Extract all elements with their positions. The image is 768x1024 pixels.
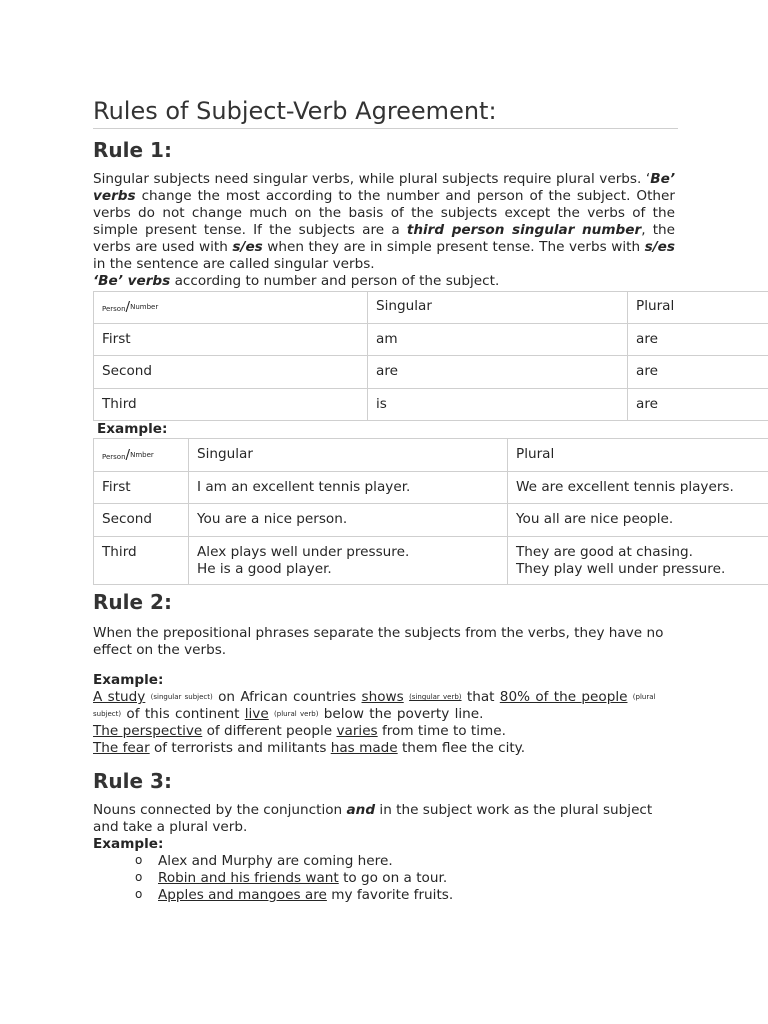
table-cell-person: Second (94, 356, 368, 389)
rule-2-paragraph: When the prepositional phrases separate the subjects from the verbs, they have no effect on the verbs. (93, 625, 664, 658)
example-header-person-number: Person/$^{Nmber}$ (94, 439, 189, 472)
table-row (94, 324, 768, 356)
rule-3-example-list (135, 853, 453, 904)
rule-2-example-3: The fear of terrorists and militants has made them flee the city. (93, 740, 526, 756)
table-header-plural: Plural (628, 292, 768, 324)
rule-2-heading: Rule 2: (93, 590, 172, 614)
list-item: o Apples and mangoes are my favorite fruits. (135, 887, 453, 904)
list-item: o Alex and Murphy are coming here. (135, 853, 453, 870)
table-row (94, 356, 768, 389)
example-header-singular: Singular (189, 439, 508, 472)
table-cell-person: First (94, 472, 189, 504)
rule-2-example-label: Example: (93, 672, 164, 688)
list-item: o Robin and his friends want to go on a tour. (135, 870, 453, 887)
rule-3-heading: Rule 3: (93, 769, 172, 793)
be-verbs-table (93, 291, 768, 421)
cell-line: They are good at chasing. (516, 544, 693, 560)
rule-2-example-2: The perspective of different people varies from time to time. (93, 723, 506, 739)
rule-1-heading: Rule 1: (93, 138, 172, 162)
be-verbs-line: ‘Be’ verbs according to number and person of the subject. (93, 273, 500, 289)
table-cell-plural (508, 537, 768, 585)
cell-line: He is a good player. (197, 561, 332, 577)
table-cell-singular: am (368, 324, 628, 356)
cell-line: They play well under pressure. (516, 561, 726, 577)
table-cell-plural: We are excellent tennis players. (508, 472, 768, 504)
rule-2-example-1: A study $^{(singular subject)}$ on African countries shows $^{(singular verb)}$ that 80% of the people $^{(plural}$ $^{subject)}$ of this continent live $^{(plural verb)}$ below the poverty line. (93, 689, 656, 722)
table-cell-plural: are (628, 324, 768, 356)
table-header-singular: Singular (368, 292, 628, 324)
rule-3-paragraph: Nouns connected by the conjunction and in the subject work as the plural subject and take a plural verb. (93, 802, 653, 835)
table-cell-singular (189, 537, 508, 585)
table-header-person-number: Person/$^{Number}$ (94, 292, 368, 324)
table-cell-singular: You are a nice person. (189, 504, 508, 537)
table-cell-person: Third (94, 389, 368, 421)
table-row (94, 504, 768, 537)
table-cell-singular: are (368, 356, 628, 389)
table-cell-plural: are (628, 356, 768, 389)
table-cell-person: First (94, 324, 368, 356)
example-table (93, 438, 768, 585)
table-cell-plural: You all are nice people. (508, 504, 768, 537)
document-title: Rules of Subject-Verb Agreement: (93, 96, 678, 129)
table-cell-singular: is (368, 389, 628, 421)
example-header-plural: Plural (508, 439, 768, 472)
table-cell-person: Second (94, 504, 189, 537)
table-row (94, 537, 768, 585)
rule-1-paragraph: Singular subjects need singular verbs, while plural subjects require plural verbs. ‘Be’ verbs change the most according to the number and person of the subject. Other verbs do not change much on the basis of the subjects except the verbs of the simple present tense. If the subjects are a third person singular number, the verbs are used with s/es when they are in simple present tense. The verbs with s/es in the sentence are called singular verbs. (93, 171, 675, 272)
table-row (94, 472, 768, 504)
rule-3-example-label: Example: (93, 836, 164, 852)
rule-1-example-label: Example: (97, 421, 168, 437)
table-cell-singular: I am an excellent tennis player. (189, 472, 508, 504)
table-row (94, 389, 768, 421)
table-cell-plural: are (628, 389, 768, 421)
cell-line: Alex plays well under pressure. (197, 544, 410, 560)
table-cell-person: Third (94, 537, 189, 585)
